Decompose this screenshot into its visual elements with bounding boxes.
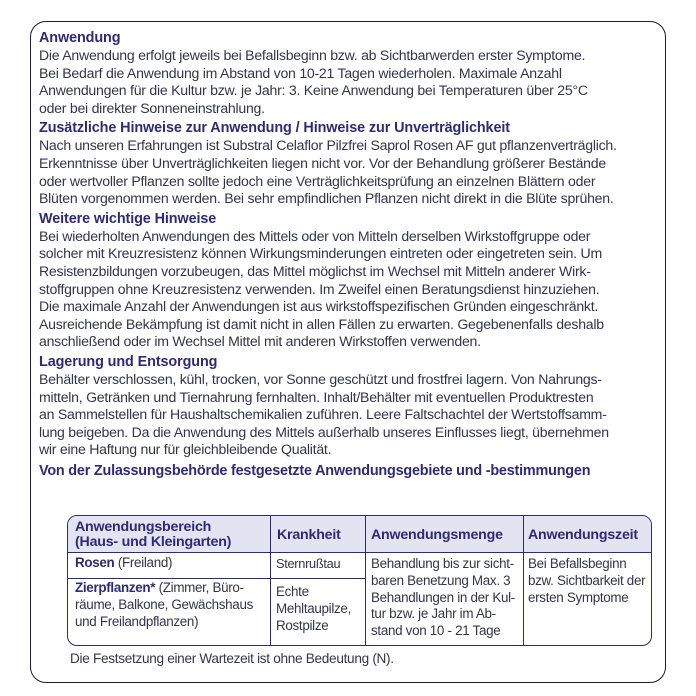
cell-rosen: [75, 555, 172, 572]
section-zusaetzliche-hinweise: [39, 119, 665, 207]
table-title: Von der Zulassungsbehörde festgesetzte Anwendungsgebiete und -bestimmungen: [39, 462, 591, 479]
cell-anwendungsmenge: Behandlung bis zur sicht- baren Benetzung Max. 3 Behandlungen in der Kul- tur bzw. je Jahr im Ab- stand von 10 - 21 Tage: [371, 556, 515, 639]
section-text: Nach unseren Erfahrungen ist Substral Celaflor Pilzfrei Saprol Rosen AF gut pflanzenverträglich. Erkenntnisse über Unverträglichkeiten liegen nicht vor. Vor der Behandlung größerer Bestände oder wertvoller Pflanzen sollte jedoch eine Verträglichkeitsprüfung an einzelnen Blättern oder Blüten vorgenommen werden. Bei sehr empfindlichen Pflanzen nicht direkt in die Blüte sprühen.: [39, 137, 617, 207]
section-anwendung: [39, 29, 665, 117]
label-content: [39, 29, 665, 480]
section-text: Behälter verschlossen, kühl, trocken, vor Sonne geschützt und frostfrei lagern. Von Nahrungs- mitteln, Getränken und Tiernahrung fernhalten. Inhalt/Behälter mit eventuellen Produktresten an Sammelstellen für Haushaltschemikalien zuführen. Leere Faltschachtel der Wertstoffsamm- lung beigeben. Da die Anwendung des Mittels außerhalb unseres Einflusses liegt, übernehmen wir eine Haftung nur für gleichbleibende Qualität.: [39, 370, 609, 458]
row-divider: [68, 578, 366, 579]
section-title: Anwendung: [39, 30, 121, 46]
crop-detail: (Freiland): [114, 555, 173, 570]
application-table: [67, 515, 652, 646]
header-anwendungsmenge: Anwendungsmenge: [371, 527, 503, 543]
section-text: Bei wiederholten Anwendungen des Mittels oder von Mitteln derselben Wirkstoffgruppe oder solcher mit Kreuzresistenz können Wirkungsminderungen eintreten oder eingetreten sein. Um Resistenzbildungen vorzubeugen, das Mittel möglichst im Wechsel mit Mitteln anderer Wirk- stoffgruppen ohne Kreuzresistenz verwenden. Im Zweifel einen Beratungsdienst hinzuziehen. Die maximale Anzahl der Anwendungen ist aus wirkstoffspezifischen Gründen eingeschränkt. Ausreichende Bekämpfung ist damit nicht in allen Fällen zu erwarten. Gegebenenfalls deshalb anschließend oder im Wechsel Mittel mit anderen Wirkstoffen verwenden.: [39, 227, 604, 350]
header-anwendungszeit: Anwendungszeit: [528, 527, 638, 543]
section-title: Lagerung und Entsorgung: [39, 353, 218, 370]
section-title: Weitere wichtige Hinweise: [39, 210, 217, 227]
cell-zierpflanzen-krankheit: Echte Mehltaupilze, Rostpilze: [276, 584, 351, 633]
section-weitere-hinweise: [39, 210, 665, 351]
cell-anwendungszeit: Bei Befallsbeginn bzw. Sichtbarkeit der ersten Symptome: [528, 556, 646, 605]
header-krankheit: Krankheit: [277, 527, 341, 543]
header-anwendungsbereich: Anwendungsbereich (Haus- und Kleingarten): [75, 519, 232, 550]
cell-zierpflanzen: [75, 580, 270, 630]
section-text: Die Anwendung erfolgt jeweils bei Befallsbeginn bzw. ab Sichtbarwerden erster Symptome. Bei Bedarf die Anwendung im Abstand von 10-21 Tagen wiederholen. Maximale Anzahl Anwendungen für die Kultur bzw. je Jahr: 3. Keine Anwendung bei Temperaturen über 25°C oder bei direkter Sonneneinstrahlung.: [39, 47, 588, 116]
cell-rosen-krankheit: Sternrußtau: [276, 556, 341, 571]
footnote: Die Festsetzung einer Wartezeit ist ohne Bedeutung (N).: [70, 651, 394, 666]
crop-detail: (Zimmer, Büro- räume, Balkone, Gewächshaus und Freilandpflanzen): [75, 580, 253, 629]
crop-name: Zierpflanzen*: [75, 580, 156, 595]
crop-name: Rosen: [75, 555, 115, 570]
section-title: Zusätzliche Hinweise zur Anwendung / Hinweise zur Unverträglichkeit: [39, 120, 510, 137]
section-lagerung: [39, 353, 665, 459]
